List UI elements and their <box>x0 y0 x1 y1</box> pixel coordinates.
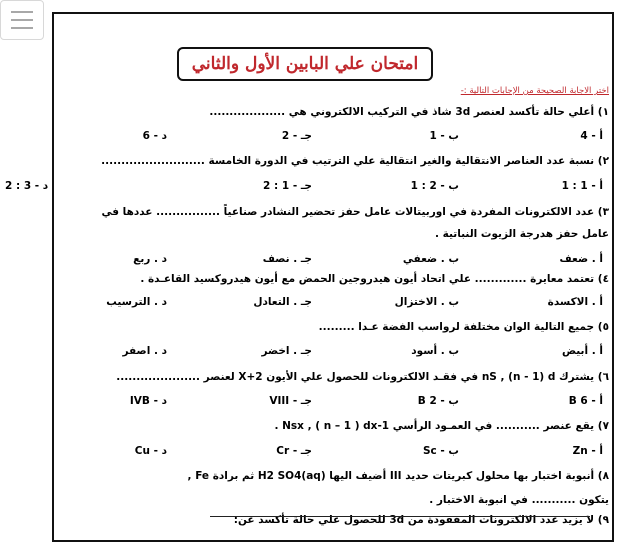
question-2-options <box>5 180 607 196</box>
question-3-line2: عامل حفز هدرجة الزيوت النباتية . <box>434 228 609 240</box>
question-8-line2: يتكون ........... في انبوبة الاختبار . <box>429 494 609 506</box>
option-a[interactable]: أ . ضعف <box>559 253 603 265</box>
question-2: ٢) نسبة عدد العناصر الانتقالية والغير انتقالية علي الترتيب في الدورة الخامسة .......................... <box>101 155 609 167</box>
question-4-options <box>55 296 607 312</box>
option-c[interactable]: جـ . اخضر <box>261 345 312 357</box>
question-1-options <box>55 130 607 146</box>
option-d[interactable]: د - Cu <box>134 445 167 457</box>
question-1: ١) أعلي حالة تأكسد لعنصر 3d شاذ في التركيب الالكتروني هي ................... <box>209 106 609 118</box>
option-d[interactable]: د - IVB <box>129 395 167 407</box>
option-b[interactable]: ب - 2 B <box>417 395 459 407</box>
question-6: ٦) يشترك nS , (n - 1) d في فقـد الالكترونات للحصول علي الأيون X+2 لعنصر ..................... <box>116 371 609 383</box>
option-a[interactable]: أ - 1 : 1 <box>561 180 603 192</box>
option-c[interactable]: جـ - Cr <box>276 445 312 457</box>
question-5: ٥) جميع التالية الوان مختلفة لرواسب الفضة عـدا ......... <box>318 321 609 333</box>
option-a[interactable]: أ - 6 B <box>568 395 603 407</box>
question-3-options <box>55 253 607 269</box>
cutoff-line <box>210 516 590 517</box>
option-c[interactable]: جـ . نصف <box>262 253 312 265</box>
question-7-options <box>55 445 607 461</box>
option-c[interactable]: جـ - 1 : 2 <box>263 180 312 192</box>
option-a[interactable]: أ . أبيض <box>561 345 603 357</box>
option-b[interactable]: ب . ضعفي <box>402 253 459 265</box>
menu-icon <box>11 11 33 13</box>
option-b[interactable]: ب . أسود <box>411 345 459 357</box>
option-a[interactable]: أ - 4 <box>580 130 603 142</box>
option-d[interactable]: د - 3 : 2 <box>5 180 49 192</box>
question-8: ٨) أنبوبة اختبار بها محلول كبريتات حديد III أضيف اليها H2 SO4(aq) ثم برادة Fe , <box>187 470 609 482</box>
question-5-options <box>55 345 607 361</box>
option-a[interactable]: أ - Zn <box>572 445 603 457</box>
option-c[interactable]: جـ - 2 <box>281 130 312 142</box>
question-4: ٤) تعتمد معايرة ............. علي اتحاد أيون هيدروجين الحمض مع أيون هيدروكسيد القاعـدة . <box>140 273 609 285</box>
option-d[interactable]: د - 6 <box>142 130 167 142</box>
option-d[interactable]: د . الترسيب <box>106 296 167 308</box>
option-d[interactable]: د . ربع <box>133 253 167 265</box>
question-9: ٩) لا يزيد عدد الالكترونات المفقودة من 3d للحصول علي حالة تأكسد عن: <box>233 514 609 526</box>
option-d[interactable]: د . اصفر <box>122 345 167 357</box>
option-a[interactable]: أ . الاكسدة <box>547 296 603 308</box>
question-6-options <box>55 395 607 411</box>
menu-button[interactable] <box>0 0 44 40</box>
page-title: امتحان علي البابين الأول والثاني <box>191 54 419 74</box>
option-b[interactable]: ب - 1 <box>429 130 459 142</box>
option-b[interactable]: ب - 2 : 1 <box>410 180 459 192</box>
option-c[interactable]: جـ - VIII <box>269 395 312 407</box>
option-b[interactable]: ب . الاختزال <box>394 296 459 308</box>
question-7: ٧) يقع عنصر ........... في العمـود الرأسي Nsx , ( n – 1 ) dx-1 . <box>274 420 609 432</box>
option-b[interactable]: ب - Sc <box>422 445 459 457</box>
instruction: اختر الاجابة الصحيحة من الإجابات التالية :- <box>460 86 609 96</box>
question-3: ٣) عدد الالكترونات المفردة في اوربيتالات عامل حفز تحضير النشادر صناعياً ................ عددها في <box>101 206 609 218</box>
title-box <box>177 47 433 81</box>
option-c[interactable]: جـ . التعادل <box>253 296 312 308</box>
